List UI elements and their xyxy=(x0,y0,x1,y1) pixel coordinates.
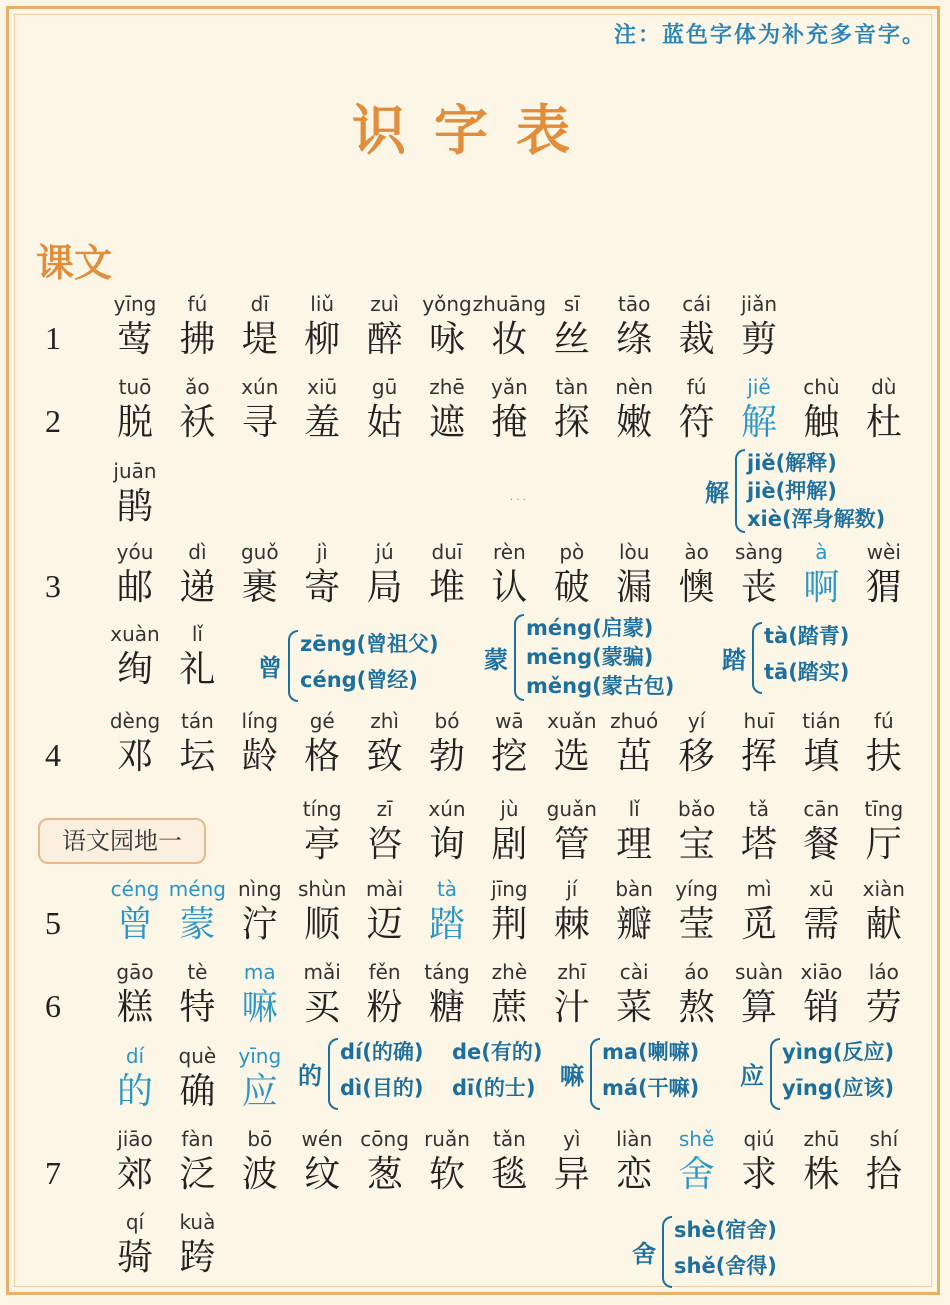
lesson-number: 1 xyxy=(45,320,61,356)
hanzi: 买 xyxy=(304,987,341,1028)
char-cell xyxy=(844,707,924,779)
pinyin: céng xyxy=(110,877,160,901)
hanzi: 漏 xyxy=(616,567,653,608)
hanzi: 的 xyxy=(116,1071,153,1112)
hanzi: 觅 xyxy=(740,904,777,945)
pinyin: fú xyxy=(873,709,894,733)
pinyin: jù xyxy=(500,797,519,821)
brace-icon xyxy=(735,449,745,533)
char-cell xyxy=(719,290,799,362)
hanzi: 瓣 xyxy=(616,904,653,945)
polyphone-reading: má(干嘛) xyxy=(602,1076,700,1100)
pinyin: ǎo xyxy=(185,375,210,399)
hanzi: 泛 xyxy=(179,1154,216,1195)
pinyin: xiàn xyxy=(862,877,905,901)
hanzi: 棘 xyxy=(553,904,590,945)
pinyin: yì xyxy=(563,1127,581,1151)
polyphone-head: 蒙 xyxy=(484,645,508,674)
polyphone-reading: shě(舍得) xyxy=(674,1254,777,1278)
pinyin: yóu xyxy=(116,540,154,564)
hanzi: 餐 xyxy=(803,824,840,865)
pinyin: wén xyxy=(301,1127,343,1151)
char-cell xyxy=(157,620,237,692)
pinyin: kuà xyxy=(179,1210,216,1234)
pinyin: xū xyxy=(809,877,834,901)
pinyin: xuàn xyxy=(110,622,160,646)
hanzi: 致 xyxy=(366,736,403,777)
pinyin: dì xyxy=(188,540,207,564)
hanzi: 局 xyxy=(366,567,403,608)
hanzi: 解 xyxy=(740,402,777,443)
pinyin: zhuāng xyxy=(472,292,547,316)
polyphone-reading: xiè(浑身解数) xyxy=(747,507,886,531)
pinyin: lǐ xyxy=(628,797,640,821)
hanzi: 柳 xyxy=(304,319,341,360)
pinyin: tāo xyxy=(618,292,651,316)
pinyin: zhū xyxy=(803,1127,840,1151)
hanzi: 姑 xyxy=(366,402,403,443)
lesson-number: 4 xyxy=(45,737,61,773)
pinyin: zī xyxy=(376,797,393,821)
hanzi: 亭 xyxy=(304,824,341,865)
lesson-number: 3 xyxy=(45,568,61,604)
polyphone-reading: jiě(解释) xyxy=(747,451,837,475)
polyphone-reading: yīng(应该) xyxy=(782,1076,895,1100)
pinyin: fú xyxy=(686,375,707,399)
pinyin: chù xyxy=(803,375,840,399)
hanzi: 探 xyxy=(553,402,590,443)
polyphone-reading: jiè(押解) xyxy=(747,479,837,503)
hanzi: 掩 xyxy=(491,402,528,443)
hanzi: 销 xyxy=(803,987,840,1028)
page-title: 识字表 xyxy=(352,98,598,162)
pinyin: jiāo xyxy=(117,1127,153,1151)
pinyin: pò xyxy=(559,540,585,564)
pinyin: nìng xyxy=(237,877,282,901)
brace-icon xyxy=(288,630,298,702)
hanzi: 莺 xyxy=(116,319,153,360)
brace-icon xyxy=(590,1038,600,1110)
pinyin: tuō xyxy=(118,375,152,399)
polyphone-reading: céng(曾经) xyxy=(300,668,418,692)
pinyin: bǎo xyxy=(678,797,716,821)
hanzi: 宝 xyxy=(678,824,715,865)
char-cell xyxy=(844,538,924,610)
hanzi: 塔 xyxy=(740,824,777,865)
char-cell xyxy=(220,1042,300,1114)
hanzi: 妆 xyxy=(491,319,528,360)
pinyin: xún xyxy=(428,797,466,821)
char-cell xyxy=(844,875,924,947)
hanzi: 异 xyxy=(553,1154,590,1195)
section-heading: 课文 xyxy=(36,240,113,285)
hanzi: 蔗 xyxy=(491,987,528,1028)
hanzi: 顺 xyxy=(304,904,341,945)
hanzi: 格 xyxy=(304,736,341,777)
hanzi: 茁 xyxy=(616,736,653,777)
pinyin: dèng xyxy=(109,709,161,733)
pinyin: liàn xyxy=(616,1127,653,1151)
hanzi: 填 xyxy=(803,736,840,777)
hanzi: 熬 xyxy=(678,987,715,1028)
hanzi: 曾 xyxy=(116,904,153,945)
hanzi: 汁 xyxy=(553,987,590,1028)
brace-icon xyxy=(328,1038,338,1110)
hanzi: 咨 xyxy=(366,824,403,865)
pinyin: yīng xyxy=(113,292,157,316)
hanzi: 触 xyxy=(803,402,840,443)
hanzi: 毯 xyxy=(491,1154,528,1195)
hanzi: 啊 xyxy=(803,567,840,608)
hanzi: 选 xyxy=(553,736,590,777)
char-cell xyxy=(844,958,924,1030)
pinyin: bō xyxy=(247,1127,273,1151)
hanzi: 嫩 xyxy=(616,402,653,443)
pinyin: cān xyxy=(803,797,840,821)
polyphone-head: 舍 xyxy=(632,1240,656,1268)
hanzi: 舍 xyxy=(678,1154,715,1195)
hanzi: 泞 xyxy=(241,904,278,945)
pinyin: tǎn xyxy=(493,1127,526,1151)
pinyin: tǎ xyxy=(748,797,770,821)
pinyin: mì xyxy=(746,877,772,901)
char-cell xyxy=(157,1208,237,1280)
polyphone-reading: měng(蒙古包) xyxy=(526,674,675,698)
polyphone-reading: ma(喇嘛) xyxy=(602,1040,700,1064)
brace-icon xyxy=(770,1038,780,1110)
polyphone-reading: zēng(曾祖父) xyxy=(300,632,439,656)
hanzi: 懊 xyxy=(678,567,715,608)
pinyin: ào xyxy=(684,540,709,564)
pinyin: ma xyxy=(243,960,276,984)
lesson-number: 5 xyxy=(45,905,61,941)
pinyin: ruǎn xyxy=(424,1127,470,1151)
hanzi: 郊 xyxy=(116,1154,153,1195)
hanzi: 算 xyxy=(740,987,777,1028)
pinyin: xiū xyxy=(307,375,338,399)
brace-icon xyxy=(752,622,762,694)
pinyin: zhè xyxy=(491,960,528,984)
pinyin: fú xyxy=(187,292,208,316)
pinyin: cái xyxy=(682,292,711,316)
hanzi: 纹 xyxy=(304,1154,341,1195)
hanzi: 丧 xyxy=(740,567,777,608)
pinyin: jiǎn xyxy=(740,292,778,316)
hanzi: 劳 xyxy=(865,987,902,1028)
hanzi: 礼 xyxy=(179,649,216,690)
pinyin: zuì xyxy=(370,292,399,316)
pinyin: wā xyxy=(495,709,524,733)
pinyin: dù xyxy=(871,375,897,399)
hanzi: 寻 xyxy=(241,402,278,443)
yuwen-yuandi-badge: 语文园地一 xyxy=(38,818,206,864)
pinyin: tán xyxy=(181,709,214,733)
pinyin: gū xyxy=(371,375,398,399)
hanzi: 糕 xyxy=(116,987,153,1028)
pinyin: tíng xyxy=(302,797,342,821)
brace-icon xyxy=(514,614,524,701)
pinyin: líng xyxy=(241,709,279,733)
hanzi: 堆 xyxy=(428,567,465,608)
polyphone-reading: de(有的) xyxy=(452,1040,543,1064)
hanzi: 询 xyxy=(428,824,465,865)
lesson-number: 2 xyxy=(45,403,61,439)
decorative-dots: · · · xyxy=(510,495,526,506)
pinyin: duī xyxy=(431,540,463,564)
char-cell xyxy=(95,457,175,529)
pinyin: táng xyxy=(424,960,470,984)
pinyin: bó xyxy=(434,709,460,733)
hanzi: 勃 xyxy=(428,736,465,777)
pinyin: qiú xyxy=(743,1127,775,1151)
hanzi: 裹 xyxy=(241,567,278,608)
pinyin: lòu xyxy=(618,540,650,564)
pinyin: gāo xyxy=(116,960,154,984)
char-cell xyxy=(844,795,924,867)
pinyin: jí xyxy=(566,877,578,901)
polyphone-reading: mēng(蒙骗) xyxy=(526,645,654,669)
pinyin: jì xyxy=(316,540,328,564)
polyphone-reading: dì(目的) xyxy=(340,1076,424,1100)
pinyin: guǎn xyxy=(546,797,597,821)
hanzi: 波 xyxy=(241,1154,278,1195)
hanzi: 剪 xyxy=(740,319,777,360)
pinyin: wèi xyxy=(866,540,901,564)
note-text: 注：蓝色字体为补充多音字。 xyxy=(613,23,926,48)
pinyin: nèn xyxy=(615,375,654,399)
brace-icon xyxy=(662,1216,672,1288)
hanzi: 拂 xyxy=(179,319,216,360)
pinyin: sàng xyxy=(734,540,784,564)
hanzi: 袄 xyxy=(179,402,216,443)
hanzi: 绚 xyxy=(116,649,153,690)
pinyin: láo xyxy=(868,960,899,984)
hanzi: 符 xyxy=(678,402,715,443)
hanzi: 荆 xyxy=(491,904,528,945)
polyphone-reading: shè(宿舍) xyxy=(674,1218,777,1242)
pinyin: yí xyxy=(687,709,706,733)
hanzi: 堤 xyxy=(241,319,278,360)
pinyin: qí xyxy=(125,1210,145,1234)
lesson-number: 6 xyxy=(45,988,61,1024)
pinyin: bàn xyxy=(615,877,653,901)
pinyin: yīng xyxy=(238,1044,282,1068)
pinyin: lǐ xyxy=(191,622,203,646)
hanzi: 移 xyxy=(678,736,715,777)
pinyin: jiě xyxy=(747,375,771,399)
hanzi: 遮 xyxy=(428,402,465,443)
hanzi: 管 xyxy=(553,824,590,865)
pinyin: dī xyxy=(250,292,269,316)
hanzi: 需 xyxy=(803,904,840,945)
hanzi: 嘛 xyxy=(241,987,278,1028)
pinyin: guǒ xyxy=(240,540,279,564)
hanzi: 恋 xyxy=(616,1154,653,1195)
hanzi: 迈 xyxy=(366,904,403,945)
hanzi: 裁 xyxy=(678,319,715,360)
hanzi: 献 xyxy=(865,904,902,945)
pinyin: zhī xyxy=(557,960,587,984)
pinyin: tīng xyxy=(864,797,904,821)
polyphone-head: 的 xyxy=(298,1062,322,1090)
pinyin: tàn xyxy=(555,375,589,399)
pinyin: xuǎn xyxy=(547,709,597,733)
hanzi: 蒙 xyxy=(179,904,216,945)
pinyin: zhuó xyxy=(610,709,659,733)
lesson-number: 7 xyxy=(45,1155,61,1191)
pinyin: áo xyxy=(684,960,709,984)
hanzi: 特 xyxy=(179,987,216,1028)
pinyin: jú xyxy=(375,540,394,564)
hanzi: 株 xyxy=(803,1154,840,1195)
hanzi: 应 xyxy=(241,1071,278,1112)
polyphone-head: 嘛 xyxy=(560,1062,584,1090)
hanzi: 咏 xyxy=(428,319,465,360)
pinyin: liǔ xyxy=(310,292,335,316)
hanzi: 绦 xyxy=(616,319,653,360)
pinyin: shě xyxy=(678,1127,715,1151)
hanzi: 寄 xyxy=(304,567,341,608)
hanzi: 醉 xyxy=(366,319,403,360)
hanzi: 理 xyxy=(616,824,653,865)
pinyin: cài xyxy=(619,960,649,984)
pinyin: jīng xyxy=(491,877,528,901)
hanzi: 递 xyxy=(179,567,216,608)
hanzi: 剧 xyxy=(491,824,528,865)
hanzi: 确 xyxy=(179,1071,216,1112)
hanzi: 羞 xyxy=(304,402,341,443)
hanzi: 丝 xyxy=(553,319,590,360)
polyphone-reading: dí(的确) xyxy=(340,1040,424,1064)
hanzi: 杜 xyxy=(865,402,902,443)
pinyin: zhì xyxy=(370,709,399,733)
hanzi: 挥 xyxy=(740,736,777,777)
pinyin: què xyxy=(178,1044,217,1068)
hanzi: 挖 xyxy=(491,736,528,777)
pinyin: fěn xyxy=(368,960,401,984)
polyphone-head: 曾 xyxy=(258,654,282,682)
pinyin: mài xyxy=(365,877,404,901)
hanzi: 拾 xyxy=(865,1154,902,1195)
pinyin: tè xyxy=(187,960,208,984)
polyphone-head: 应 xyxy=(740,1062,764,1090)
hanzi: 厅 xyxy=(865,824,902,865)
pinyin: dí xyxy=(125,1044,145,1068)
hanzi: 粉 xyxy=(366,987,403,1028)
polyphone-reading: tā(踏实) xyxy=(764,660,850,684)
hanzi: 脱 xyxy=(116,402,153,443)
hanzi: 坛 xyxy=(179,736,216,777)
pinyin: tián xyxy=(802,709,841,733)
pinyin: méng xyxy=(168,877,226,901)
hanzi: 踏 xyxy=(428,904,465,945)
pinyin: tà xyxy=(436,877,458,901)
hanzi: 莹 xyxy=(678,904,715,945)
pinyin: mǎi xyxy=(303,960,341,984)
hanzi: 破 xyxy=(553,567,590,608)
pinyin: juān xyxy=(113,459,157,483)
hanzi: 跨 xyxy=(179,1237,216,1278)
hanzi: 菜 xyxy=(616,987,653,1028)
hanzi: 求 xyxy=(740,1154,777,1195)
pinyin: zhē xyxy=(429,375,465,399)
hanzi: 骑 xyxy=(116,1237,153,1278)
polyphone-reading: dī(的士) xyxy=(452,1076,536,1100)
hanzi: 认 xyxy=(491,567,528,608)
hanzi: 糖 xyxy=(428,987,465,1028)
hanzi: 扶 xyxy=(865,736,902,777)
pinyin: shí xyxy=(869,1127,899,1151)
pinyin: yǎn xyxy=(491,375,528,399)
pinyin: à xyxy=(815,540,828,564)
polyphone-reading: tà(踏青) xyxy=(764,624,850,648)
pinyin: xún xyxy=(241,375,279,399)
hanzi: 邓 xyxy=(116,736,153,777)
polyphone-head: 解 xyxy=(705,479,729,507)
pinyin: yíng xyxy=(675,877,718,901)
polyphone-head: 踏 xyxy=(722,646,746,674)
pinyin: cōng xyxy=(360,1127,409,1151)
hanzi: 邮 xyxy=(116,567,153,608)
char-cell xyxy=(844,373,924,445)
hanzi: 葱 xyxy=(366,1154,403,1195)
pinyin: huī xyxy=(743,709,775,733)
hanzi: 龄 xyxy=(241,736,278,777)
pinyin: fàn xyxy=(181,1127,214,1151)
pinyin: xiāo xyxy=(800,960,843,984)
pinyin: sī xyxy=(563,292,580,316)
pinyin: gé xyxy=(309,709,335,733)
polyphone-reading: méng(启蒙) xyxy=(526,616,654,640)
hanzi: 鹃 xyxy=(116,486,153,527)
pinyin: rèn xyxy=(493,540,526,564)
pinyin: suàn xyxy=(734,960,784,984)
hanzi: 猬 xyxy=(865,567,902,608)
char-cell xyxy=(844,1125,924,1197)
polyphone-reading: yìng(反应) xyxy=(782,1040,895,1064)
pinyin: yǒng xyxy=(422,292,472,316)
hanzi: 软 xyxy=(428,1154,465,1195)
pinyin: shùn xyxy=(297,877,347,901)
